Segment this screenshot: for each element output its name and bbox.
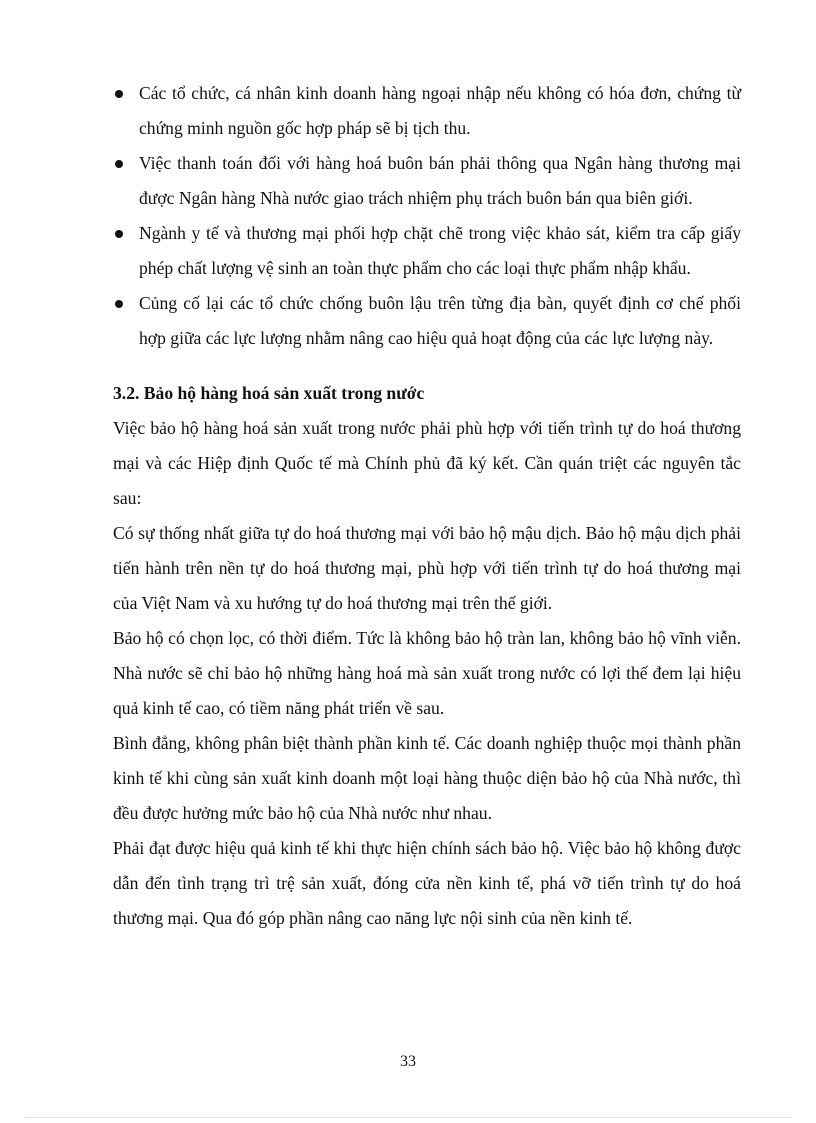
bullet-text: Các tổ chức, cá nhân kinh doanh hàng ngoại nhập nếu không có hóa đơn, chứng từ chứng minh nguồn gốc hợp pháp sẽ bị tịch thu. bbox=[139, 83, 741, 138]
bullet-text: Củng cố lại các tổ chức chống buôn lậu trên từng địa bàn, quyết định cơ chế phối hợp giữa các lực lượng nhằm nâng cao hiệu quả hoạt động của các lực lượng này. bbox=[139, 293, 741, 348]
bullet-dot-icon bbox=[115, 160, 123, 168]
page-content bbox=[113, 76, 741, 936]
bullet-item bbox=[113, 76, 741, 146]
bullet-item bbox=[113, 146, 741, 216]
bullet-dot-icon bbox=[115, 230, 123, 238]
bullet-text: Ngành y tế và thương mại phối hợp chặt chẽ trong việc khảo sát, kiểm tra cấp giấy phép chất lượng vệ sinh an toàn thực phẩm cho các loại thực phẩm nhập khẩu. bbox=[139, 223, 741, 278]
bullet-text: Việc thanh toán đối với hàng hoá buôn bán phải thông qua Ngân hàng thương mại được Ngân hàng Nhà nước giao trách nhiệm phụ trách buôn bán qua biên giới. bbox=[139, 153, 741, 208]
bullet-dot-icon bbox=[115, 300, 123, 308]
page-number: 33 bbox=[400, 1053, 416, 1070]
paragraph: Có sự thống nhất giữa tự do hoá thương mại với bảo hộ mậu dịch. Bảo hộ mậu dịch phải tiến hành trên nền tự do hoá thương mại, phù hợp với tiến trình tự do hoá thương mại của Việt Nam và xu hướng tự do hoá thương mại trên thế giới. bbox=[113, 523, 741, 613]
paragraph: Bình đẳng, không phân biệt thành phần kinh tế. Các doanh nghiệp thuộc mọi thành phần kinh tế khi cùng sản xuất kinh doanh một loại hàng thuộc diện bảo hộ của Nhà nước, thì đều được hưởng mức bảo hộ của Nhà nước như nhau. bbox=[113, 733, 741, 823]
paragraph: Việc bảo hộ hàng hoá sản xuất trong nước phải phù hợp với tiến trình tự do hoá thương mại và các Hiệp định Quốc tế mà Chính phủ đã ký kết. Cần quán triệt các nguyên tắc sau: bbox=[113, 418, 741, 508]
bullet-item bbox=[113, 286, 741, 356]
bullet-list bbox=[113, 76, 741, 356]
paragraph: Phải đạt được hiệu quả kinh tế khi thực hiện chính sách bảo hộ. Việc bảo hộ không được dẫn đến tình trạng trì trệ sản xuất, đóng cửa nền kinh tế, phá vỡ tiến trình tự do hoá thương mại. Qua đó góp phần nâng cao năng lực nội sinh của nền kinh tế. bbox=[113, 838, 741, 928]
section-heading: 3.2. Bảo hộ hàng hoá sản xuất trong nước bbox=[113, 383, 425, 403]
bullet-item bbox=[113, 216, 741, 286]
page-bottom-divider bbox=[24, 1117, 792, 1118]
paragraph: Bảo hộ có chọn lọc, có thời điểm. Tức là không bảo hộ tràn lan, không bảo hộ vĩnh viễn. Nhà nước sẽ chỉ bảo hộ những hàng hoá mà sản xuất trong nước có lợi thế đem lại hiệu quả kinh tế cao, có tiềm năng phát triển về sau. bbox=[113, 628, 741, 718]
bullet-dot-icon bbox=[115, 90, 123, 98]
